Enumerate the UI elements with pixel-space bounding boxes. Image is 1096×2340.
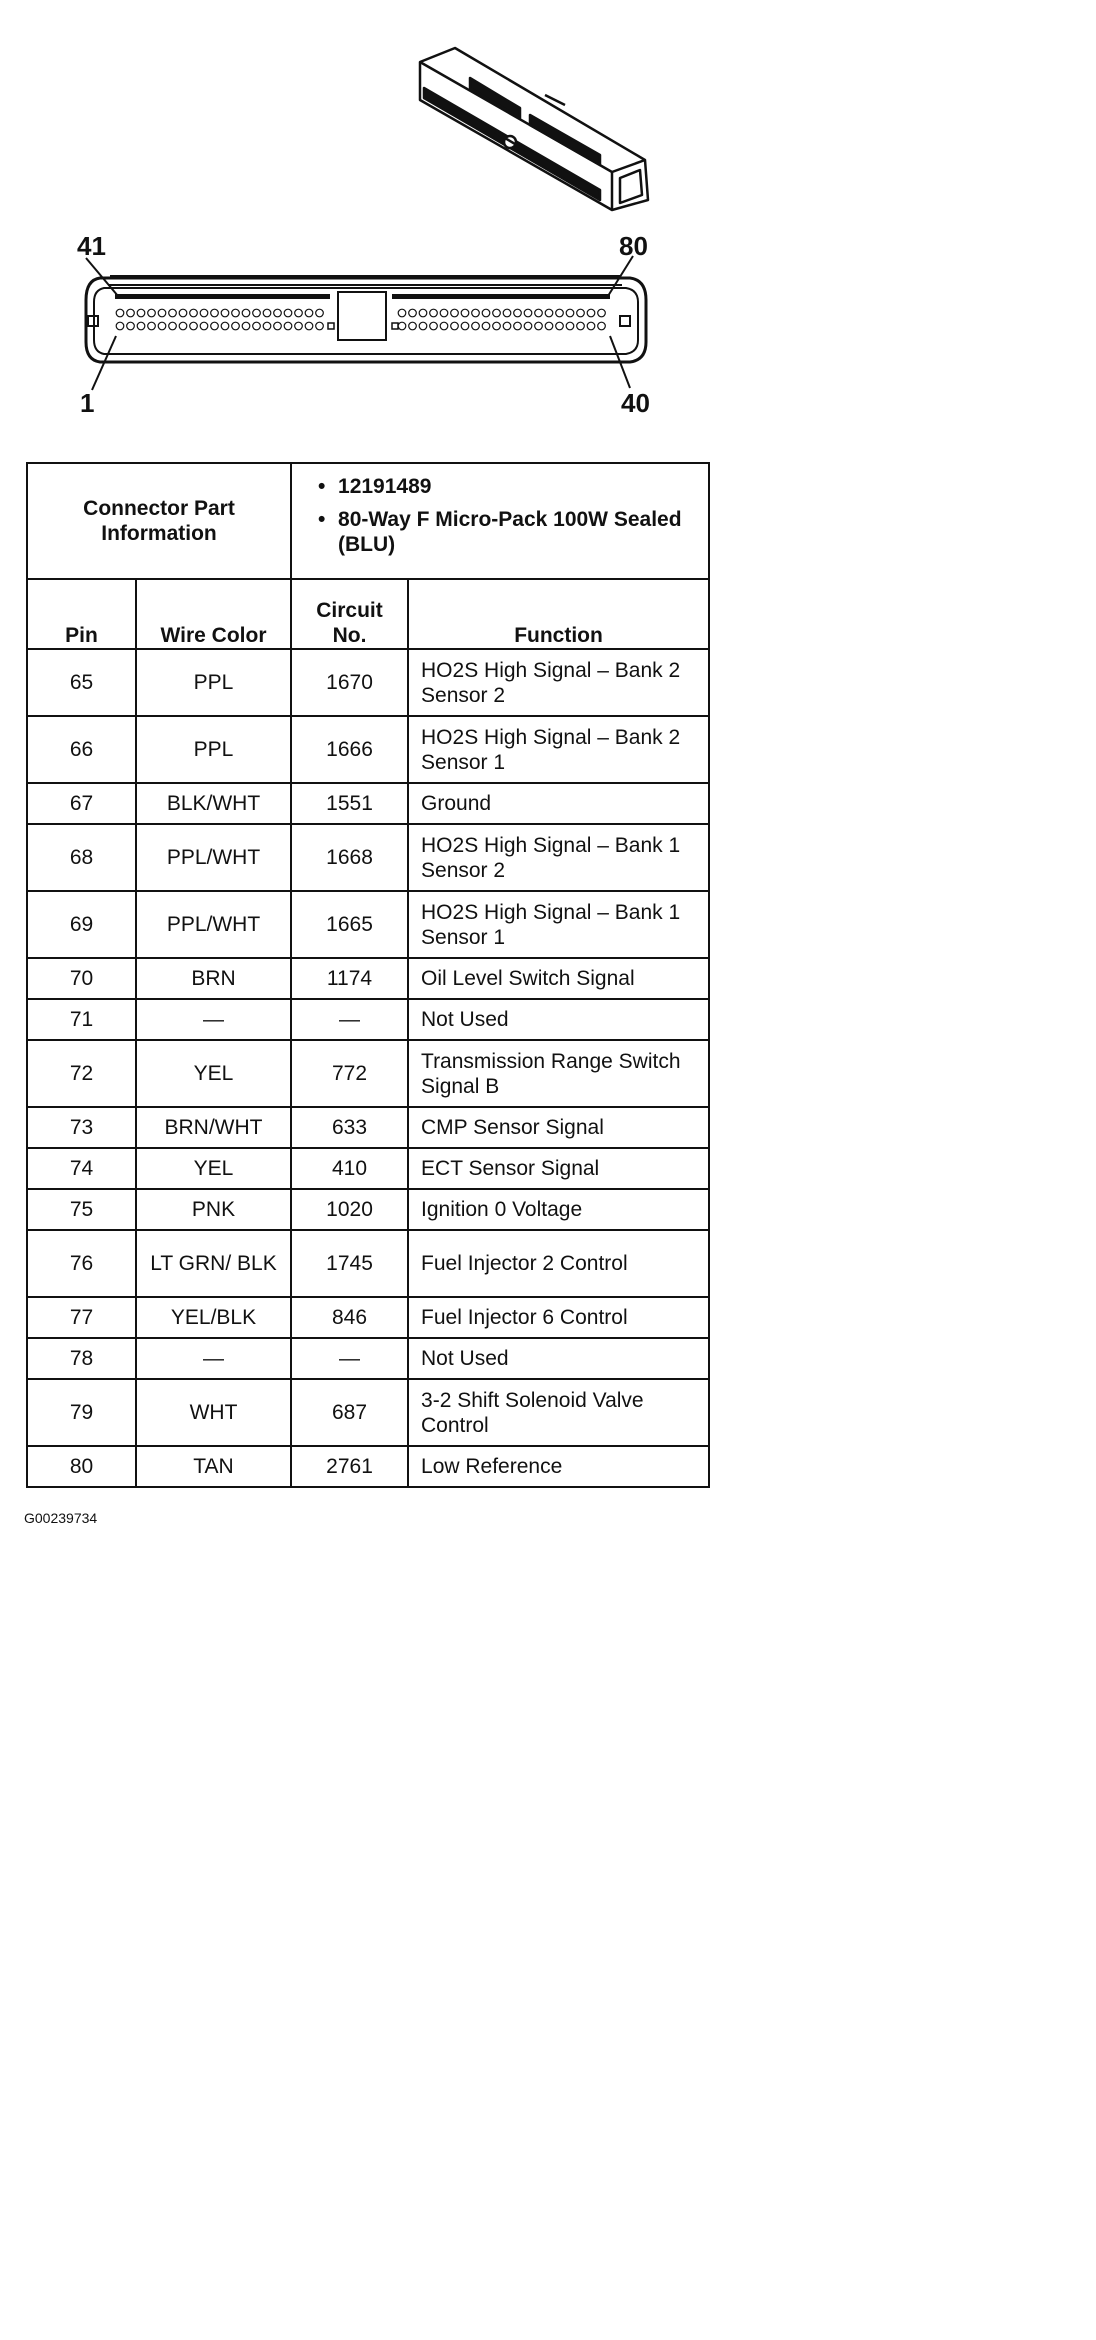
pin-hole <box>409 322 417 330</box>
figure-id: G00239734 <box>24 1510 98 1526</box>
pin-hole <box>263 322 271 330</box>
table-row <box>27 1148 709 1189</box>
circuit-cell: 1551 <box>291 783 408 824</box>
circuit-cell: — <box>291 999 408 1040</box>
connector-pinout-table <box>26 462 710 1488</box>
pin-hole <box>242 309 250 317</box>
pin-hole <box>137 322 145 330</box>
pin-hole <box>514 322 522 330</box>
circuit-cell: 633 <box>291 1107 408 1148</box>
pin-hole <box>284 322 292 330</box>
pin-hole <box>451 309 459 317</box>
pin-cell: 69 <box>27 891 136 958</box>
pin-hole <box>305 309 313 317</box>
header-wire-color: Wire Color <box>136 579 291 649</box>
circuit-cell: — <box>291 1338 408 1379</box>
pin-hole <box>127 322 135 330</box>
pin-hole <box>211 322 219 330</box>
pin-hole <box>211 309 219 317</box>
pin-hole <box>305 322 313 330</box>
pin-hole <box>419 322 427 330</box>
connector-info-item: • 80-Way F Micro-Pack 100W Sealed (BLU) <box>318 507 698 557</box>
pin-hole <box>190 322 198 330</box>
wire-color-cell: PNK <box>136 1189 291 1230</box>
circuit-cell: 1666 <box>291 716 408 783</box>
pin-hole <box>409 309 417 317</box>
circuit-cell: 1745 <box>291 1230 408 1297</box>
pin-hole <box>148 322 156 330</box>
pin-label-80: 80 <box>619 231 648 261</box>
header-pin: Pin <box>27 579 136 649</box>
function-cell: 3-2 Shift Solenoid Valve Control <box>408 1379 709 1446</box>
pin-hole <box>284 309 292 317</box>
pin-cell: 74 <box>27 1148 136 1189</box>
pin-hole <box>274 322 282 330</box>
header-function: Function <box>408 579 709 649</box>
pin-hole <box>253 322 261 330</box>
function-cell: HO2S High Signal – Bank 2 Sensor 1 <box>408 716 709 783</box>
pin-hole <box>200 309 208 317</box>
pin-hole <box>116 309 124 317</box>
pin-label-40: 40 <box>621 388 650 418</box>
pin-cell: 80 <box>27 1446 136 1487</box>
pin-hole <box>566 322 574 330</box>
table-row <box>27 891 709 958</box>
function-cell: Fuel Injector 2 Control <box>408 1230 709 1297</box>
pin-hole <box>148 309 156 317</box>
function-cell: Not Used <box>408 1338 709 1379</box>
function-cell: HO2S High Signal – Bank 1 Sensor 2 <box>408 824 709 891</box>
table-row <box>27 649 709 716</box>
table-row <box>27 1107 709 1148</box>
connector-info-title: Connector Part Information <box>27 463 291 579</box>
wire-color-cell: WHT <box>136 1379 291 1446</box>
pin-hole <box>566 309 574 317</box>
table-row <box>27 1297 709 1338</box>
pin-hole <box>263 309 271 317</box>
pin-hole <box>316 309 324 317</box>
pin-hole <box>503 309 511 317</box>
pin-cell: 72 <box>27 1040 136 1107</box>
table-row <box>27 958 709 999</box>
pin-cell: 67 <box>27 783 136 824</box>
table-header-row <box>27 579 709 649</box>
wire-color-cell: YEL/BLK <box>136 1297 291 1338</box>
function-cell: Not Used <box>408 999 709 1040</box>
pin-hole <box>524 309 532 317</box>
pin-hole <box>169 322 177 330</box>
pin-hole <box>577 309 585 317</box>
connector-description: 80-Way F Micro-Pack 100W Sealed (BLU) <box>338 508 682 556</box>
table-row <box>27 716 709 783</box>
pin-hole <box>116 322 124 330</box>
circuit-cell: 2761 <box>291 1446 408 1487</box>
function-cell: Transmission Range Switch Signal B <box>408 1040 709 1107</box>
pin-hole <box>482 309 490 317</box>
wire-color-cell: PPL <box>136 716 291 783</box>
pin-hole <box>440 309 448 317</box>
pin-hole <box>221 322 229 330</box>
table-row <box>27 824 709 891</box>
pin-hole <box>232 309 240 317</box>
circuit-cell: 1020 <box>291 1189 408 1230</box>
wire-color-cell: LT GRN/ BLK <box>136 1230 291 1297</box>
circuit-cell: 846 <box>291 1297 408 1338</box>
pin-hole <box>169 309 177 317</box>
pin-hole <box>430 322 438 330</box>
wire-color-cell: PPL/WHT <box>136 824 291 891</box>
table-row <box>27 1379 709 1446</box>
circuit-cell: 687 <box>291 1379 408 1446</box>
pin-hole <box>158 322 166 330</box>
function-cell: ECT Sensor Signal <box>408 1148 709 1189</box>
pin-hole <box>253 309 261 317</box>
circuit-cell: 1670 <box>291 649 408 716</box>
connector-3d-illustration <box>420 48 648 210</box>
pin-hole <box>493 309 501 317</box>
connector-diagram <box>0 0 734 440</box>
pin-hole <box>556 309 564 317</box>
pin-cell: 79 <box>27 1379 136 1446</box>
function-cell: CMP Sensor Signal <box>408 1107 709 1148</box>
pin-hole <box>493 322 501 330</box>
pin-hole <box>316 322 324 330</box>
pin-hole <box>398 309 406 317</box>
pin-cell: 68 <box>27 824 136 891</box>
pin-hole <box>179 309 187 317</box>
wire-color-cell: — <box>136 1338 291 1379</box>
pin-hole <box>179 322 187 330</box>
part-number: 12191489 <box>338 475 432 498</box>
pin-hole <box>482 322 490 330</box>
pin-hole <box>535 309 543 317</box>
pin-hole <box>587 322 595 330</box>
connector-info-list <box>291 463 709 579</box>
pin-hole <box>232 322 240 330</box>
pin-cell: 78 <box>27 1338 136 1379</box>
wire-color-cell: TAN <box>136 1446 291 1487</box>
table-row <box>27 1338 709 1379</box>
pin-hole <box>127 309 135 317</box>
table-row <box>27 1230 709 1297</box>
pin-hole <box>545 322 553 330</box>
pin-hole <box>524 322 532 330</box>
function-cell: HO2S High Signal – Bank 1 Sensor 1 <box>408 891 709 958</box>
pin-cell: 66 <box>27 716 136 783</box>
pin-hole <box>451 322 459 330</box>
function-cell: Ignition 0 Voltage <box>408 1189 709 1230</box>
connector-info-item: • 12191489 <box>318 475 432 498</box>
pin-hole <box>577 322 585 330</box>
pin-hole <box>556 322 564 330</box>
pin-hole <box>295 309 303 317</box>
wire-color-cell: BRN/WHT <box>136 1107 291 1148</box>
connector-info-row <box>27 463 709 579</box>
pin-hole <box>274 309 282 317</box>
circuit-cell: 1665 <box>291 891 408 958</box>
pin-cell: 75 <box>27 1189 136 1230</box>
pin-hole <box>190 309 198 317</box>
table-row <box>27 999 709 1040</box>
function-cell: Low Reference <box>408 1446 709 1487</box>
pin-hole <box>430 309 438 317</box>
pin-cell: 70 <box>27 958 136 999</box>
pin-hole <box>535 322 543 330</box>
pin-hole <box>295 322 303 330</box>
pin-hole <box>545 309 553 317</box>
pin-label-1: 1 <box>80 388 95 418</box>
pin-cell: 65 <box>27 649 136 716</box>
pin-hole <box>242 322 250 330</box>
wire-color-cell: PPL <box>136 649 291 716</box>
pin-hole <box>514 309 522 317</box>
pin-hole <box>158 309 166 317</box>
pin-hole <box>419 309 427 317</box>
pin-hole <box>137 309 145 317</box>
circuit-cell: 410 <box>291 1148 408 1189</box>
pin-hole <box>587 309 595 317</box>
wire-color-cell: — <box>136 999 291 1040</box>
table-row <box>27 783 709 824</box>
pin-hole <box>440 322 448 330</box>
function-cell: Oil Level Switch Signal <box>408 958 709 999</box>
wire-color-cell: YEL <box>136 1040 291 1107</box>
pin-cell: 71 <box>27 999 136 1040</box>
wire-color-cell: BLK/WHT <box>136 783 291 824</box>
pin-hole <box>461 309 469 317</box>
table-row <box>27 1189 709 1230</box>
header-circuit-no: Circuit No. <box>291 579 408 649</box>
pin-hole <box>503 322 511 330</box>
pin-hole <box>461 322 469 330</box>
pin-hole <box>472 309 480 317</box>
function-cell: Fuel Injector 6 Control <box>408 1297 709 1338</box>
pin-hole <box>598 322 606 330</box>
circuit-cell: 772 <box>291 1040 408 1107</box>
pin-hole <box>221 309 229 317</box>
pin-label-41: 41 <box>77 231 106 261</box>
function-cell: Ground <box>408 783 709 824</box>
table-row <box>27 1446 709 1487</box>
pin-cell: 77 <box>27 1297 136 1338</box>
pin-hole <box>472 322 480 330</box>
table-row <box>27 1040 709 1107</box>
pin-hole <box>200 322 208 330</box>
function-cell: HO2S High Signal – Bank 2 Sensor 2 <box>408 649 709 716</box>
circuit-cell: 1174 <box>291 958 408 999</box>
pin-cell: 76 <box>27 1230 136 1297</box>
wire-color-cell: PPL/WHT <box>136 891 291 958</box>
pin-hole <box>398 322 406 330</box>
pin-hole <box>598 309 606 317</box>
pin-cell: 73 <box>27 1107 136 1148</box>
wire-color-cell: YEL <box>136 1148 291 1189</box>
wire-color-cell: BRN <box>136 958 291 999</box>
circuit-cell: 1668 <box>291 824 408 891</box>
